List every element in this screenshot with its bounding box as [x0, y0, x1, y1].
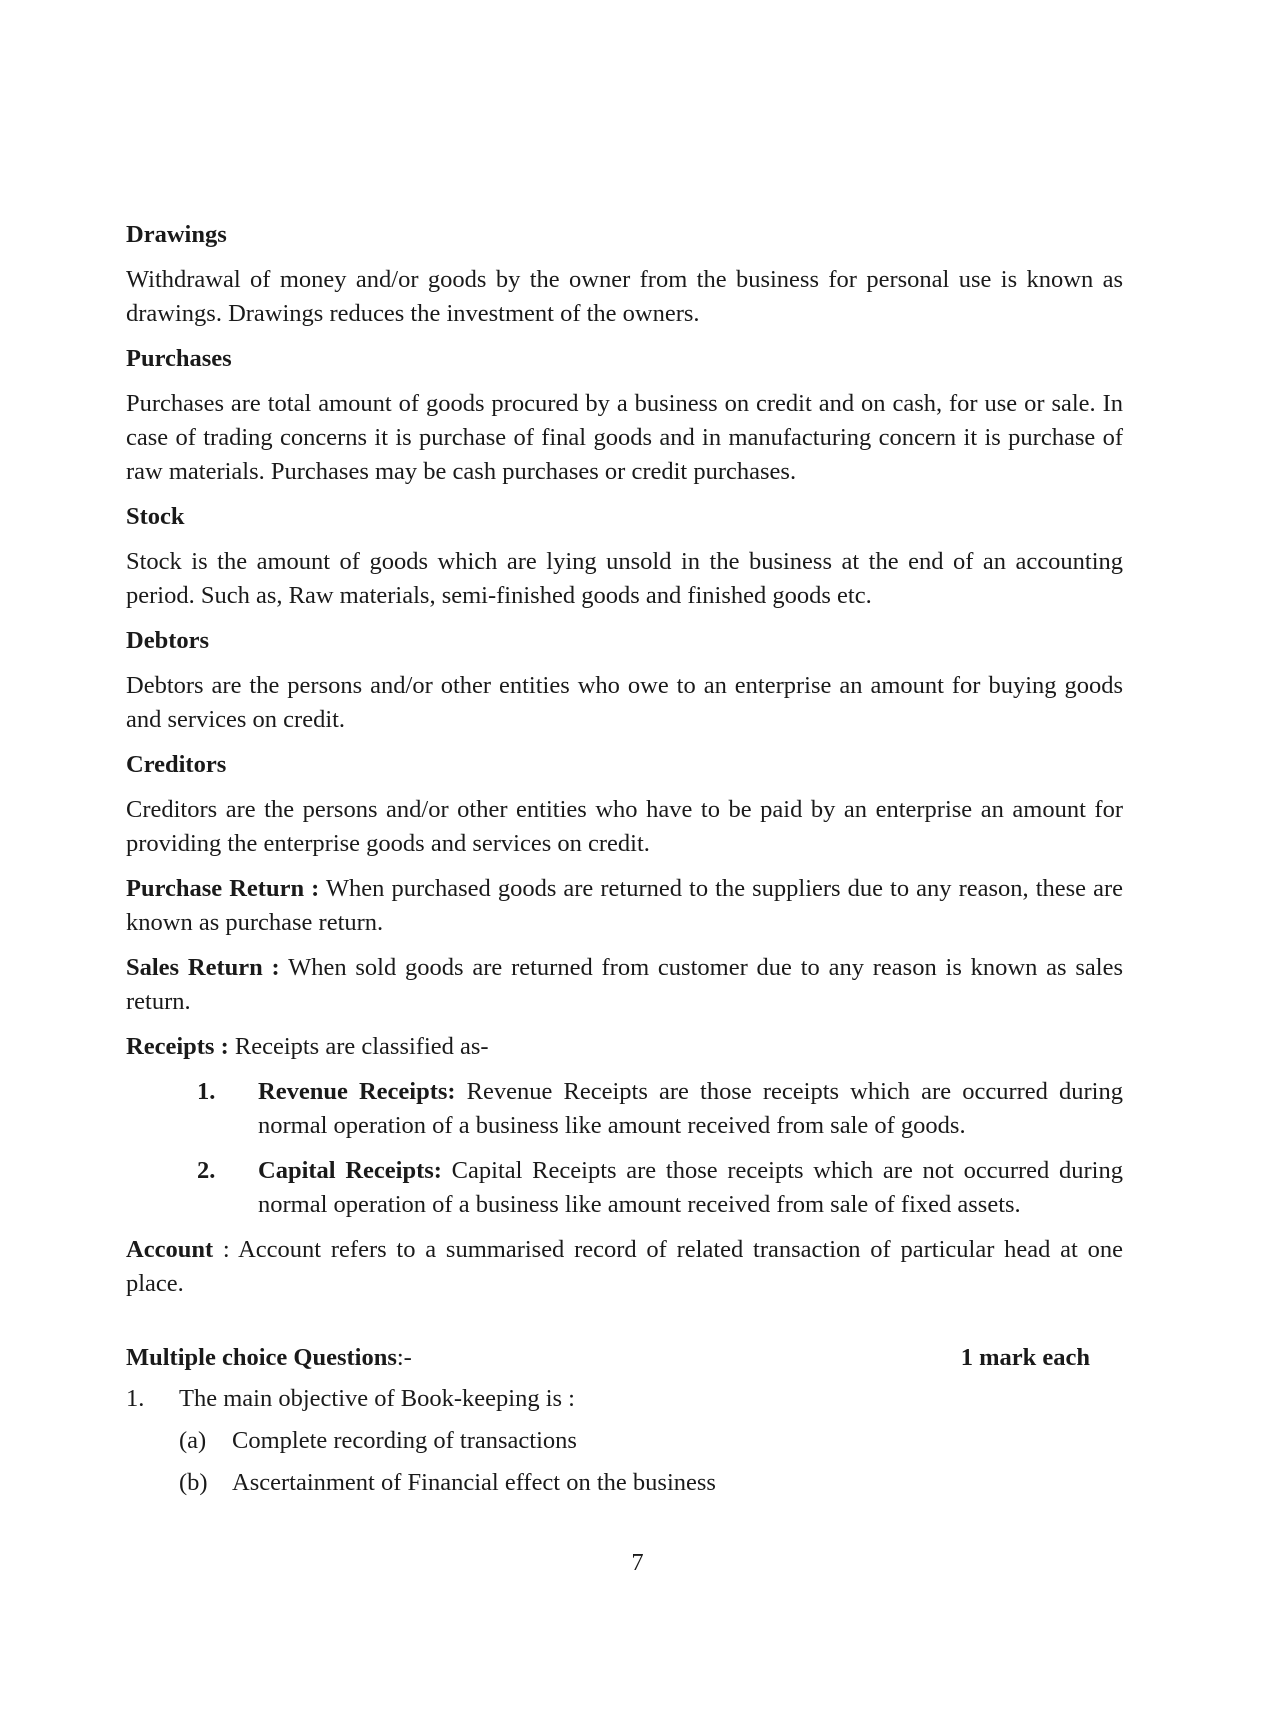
list-item-term: Revenue Receipts:: [258, 1078, 456, 1105]
option-item: [126, 1466, 1123, 1500]
section-text: Debtors are the persons and/or other entities who owe to an enterprise an amount for buying goods and services on credit.: [126, 672, 1123, 733]
receipts-list: [126, 1075, 1123, 1222]
section-creditors: [126, 748, 1123, 861]
list-item-number: 2.: [197, 1157, 216, 1184]
option-text: Complete recording of transactions: [232, 1427, 577, 1454]
question-number: 1.: [126, 1385, 145, 1412]
question: [126, 1382, 1123, 1416]
definition-text: Receipts are classified as-: [228, 1033, 489, 1060]
page-content: [126, 218, 1123, 1508]
option-label: (b): [179, 1469, 208, 1496]
mcq-title: [126, 1341, 412, 1375]
section-text: Stock is the amount of goods which are lying unsold in the business at the end of an accounting period. Such as, Raw materials, semi-finished goods and finished goods etc.: [126, 548, 1123, 609]
option-item: [126, 1424, 1123, 1458]
section-stock: [126, 500, 1123, 613]
list-item-text: Revenue Receipts are those receipts which are occurred during normal operation of a business like amount received from sale of goods.: [258, 1078, 1123, 1139]
section-heading: Drawings: [126, 221, 227, 248]
definition-text: When sold goods are returned from customer due to any reason is known as sales return.: [126, 954, 1123, 1015]
section-drawings: [126, 218, 1123, 331]
question-options: [126, 1424, 1123, 1500]
page-number: 7: [631, 1549, 644, 1576]
list-item-number: 1.: [197, 1078, 216, 1105]
mcq-marks: 1 mark each: [960, 1344, 1090, 1371]
definition-term: Receipts :: [126, 1033, 229, 1060]
section-heading: Purchases: [126, 345, 232, 372]
section-text: Creditors are the persons and/or other entities who have to be paid by an enterprise an amount for providing the enterprise goods and services on credit.: [126, 796, 1123, 857]
definition-term: Purchase Return :: [126, 875, 320, 902]
purchase-return-definition: [126, 872, 1123, 940]
mcq-title-suffix: :-: [396, 1344, 412, 1371]
section-purchases: [126, 342, 1123, 489]
section-debtors: [126, 624, 1123, 737]
list-item: [126, 1154, 1123, 1222]
sales-return-definition: [126, 951, 1123, 1019]
receipts-definition: [126, 1030, 1123, 1064]
definition-term: Sales Return :: [126, 954, 280, 981]
mcq-title-text: Multiple choice Questions: [126, 1344, 397, 1371]
section-text: Purchases are total amount of goods procured by a business on credit and on cash, for use or sale. In case of trading concerns it is purchase of final goods and in manufacturing concern it is purchase of raw materials. Purchases may be cash purchases or credit purchases.: [126, 390, 1123, 485]
option-label: (a): [179, 1427, 207, 1454]
list-item-term: Capital Receipts:: [258, 1157, 442, 1184]
definition-text: : Account refers to a summarised record of related transaction of particular head at one place.: [126, 1236, 1123, 1297]
section-text: Withdrawal of money and/or goods by the owner from the business for personal use is known as drawings. Drawings reduces the investment of the owners.: [126, 266, 1123, 327]
question-text: The main objective of Book-keeping is :: [179, 1385, 575, 1412]
definition-term: Account: [126, 1236, 214, 1263]
mcq-header: [126, 1341, 1123, 1375]
list-item-text: Capital Receipts are those receipts which are not occurred during normal operation of a business like amount received from sale of fixed assets.: [258, 1157, 1123, 1218]
definition-text: When purchased goods are returned to the suppliers due to any reason, these are known as purchase return.: [126, 875, 1123, 936]
section-heading: Stock: [126, 503, 185, 530]
option-text: Ascertainment of Financial effect on the business: [232, 1469, 716, 1496]
account-definition: [126, 1233, 1123, 1301]
list-item: [126, 1075, 1123, 1143]
section-heading: Debtors: [126, 627, 210, 654]
section-heading: Creditors: [126, 751, 227, 778]
